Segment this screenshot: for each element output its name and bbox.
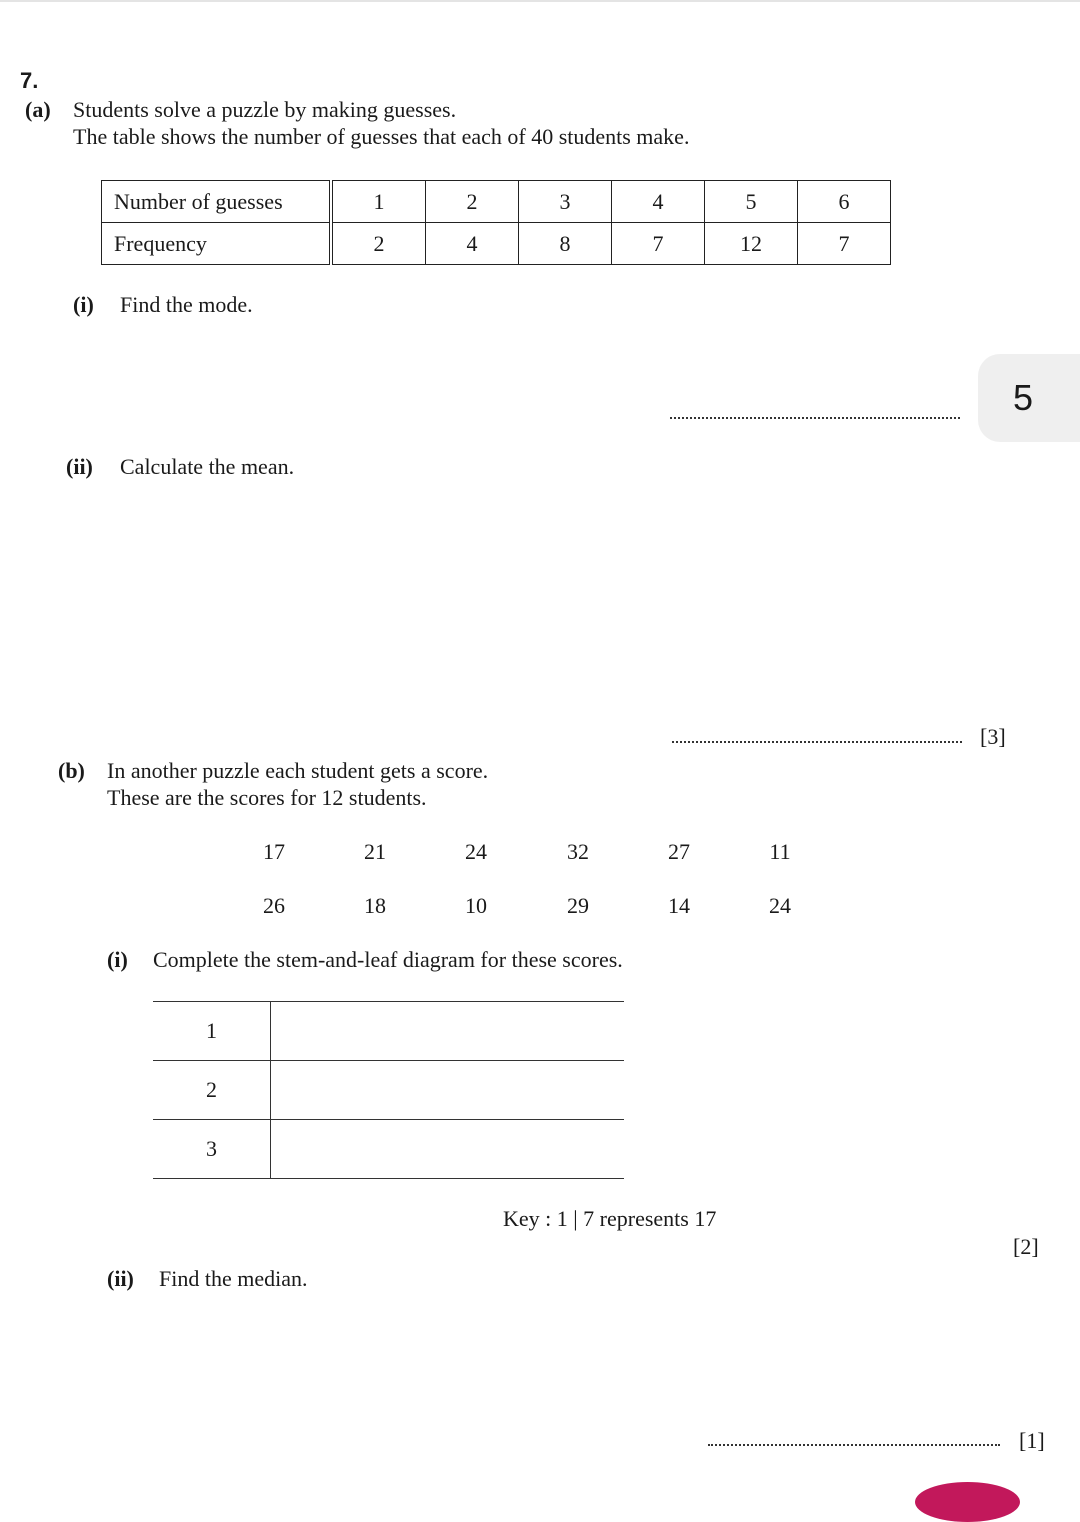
part-a-line2: The table shows the number of guesses that each of 40 students make.	[73, 124, 690, 149]
pink-overlay-shape	[915, 1482, 1020, 1522]
stem-row	[153, 1001, 624, 1060]
part-b-ii-text: Find the median.	[159, 1266, 308, 1291]
mean-marks: [3]	[980, 724, 1006, 749]
frequency-cell: 8	[519, 223, 612, 265]
table-row-frequency	[102, 223, 891, 265]
stem-value: 3	[153, 1120, 271, 1178]
stem-value: 1	[153, 1002, 271, 1060]
part-b-i-text: Complete the stem-and-leaf diagram for these scores.	[153, 947, 623, 972]
score-value: 24	[769, 893, 791, 918]
part-a-i-label: (i)	[73, 292, 94, 317]
stem-row	[153, 1119, 624, 1179]
guesses-cell: 4	[612, 181, 705, 223]
part-a-line1: Students solve a puzzle by making guesses.	[73, 97, 457, 122]
score-value: 24	[465, 839, 487, 864]
score-value: 26	[263, 893, 285, 918]
part-b-label: (b)	[58, 758, 85, 783]
stem-value: 2	[153, 1061, 271, 1119]
score-value: 29	[567, 893, 589, 918]
part-b-line2: These are the scores for 12 students.	[107, 785, 427, 810]
stem-leaf-key: Key : 1 | 7 represents 17	[503, 1206, 717, 1231]
part-b-ii-label: (ii)	[107, 1266, 134, 1291]
stem-and-leaf-diagram	[153, 1001, 624, 1179]
score-value: 21	[364, 839, 386, 864]
stem-leaf-marks: [2]	[1013, 1234, 1039, 1259]
frequency-cell: 7	[612, 223, 705, 265]
score-value: 32	[567, 839, 589, 864]
median-answer-line[interactable]	[708, 1444, 1000, 1446]
frequency-table	[101, 180, 891, 265]
part-b-i-label: (i)	[107, 947, 128, 972]
part-b-line1: In another puzzle each student gets a score.	[107, 758, 489, 783]
guesses-cell: 3	[519, 181, 612, 223]
stem-row	[153, 1060, 624, 1119]
leaf-input[interactable]	[271, 1120, 624, 1178]
table-row-guesses	[102, 181, 891, 223]
guesses-cell: 2	[426, 181, 519, 223]
mean-answer-line[interactable]	[672, 741, 962, 743]
median-marks: [1]	[1019, 1428, 1045, 1453]
part-a-label: (a)	[25, 97, 51, 122]
score-value: 11	[769, 839, 791, 864]
guesses-cell: 5	[705, 181, 798, 223]
frequency-cell: 7	[798, 223, 891, 265]
leaf-input[interactable]	[271, 1061, 624, 1119]
mode-answer-line[interactable]	[670, 417, 960, 419]
score-value: 27	[668, 839, 690, 864]
part-a-ii-text: Calculate the mean.	[120, 454, 295, 479]
question-number: 7.	[20, 68, 39, 93]
frequency-cell: 12	[705, 223, 798, 265]
guesses-header: Number of guesses	[102, 181, 332, 223]
score-value: 18	[364, 893, 386, 918]
score-value: 14	[668, 893, 690, 918]
score-value: 17	[263, 839, 285, 864]
frequency-header: Frequency	[102, 223, 332, 265]
mode-answer-bubble: 5	[978, 354, 1080, 442]
score-value: 10	[465, 893, 487, 918]
frequency-cell: 4	[426, 223, 519, 265]
frequency-cell: 2	[331, 223, 426, 265]
leaf-input[interactable]	[271, 1002, 624, 1060]
part-a-i-text: Find the mode.	[120, 292, 253, 317]
guesses-cell: 1	[331, 181, 426, 223]
part-a-ii-label: (ii)	[66, 454, 93, 479]
guesses-cell: 6	[798, 181, 891, 223]
top-border	[0, 0, 1080, 2]
